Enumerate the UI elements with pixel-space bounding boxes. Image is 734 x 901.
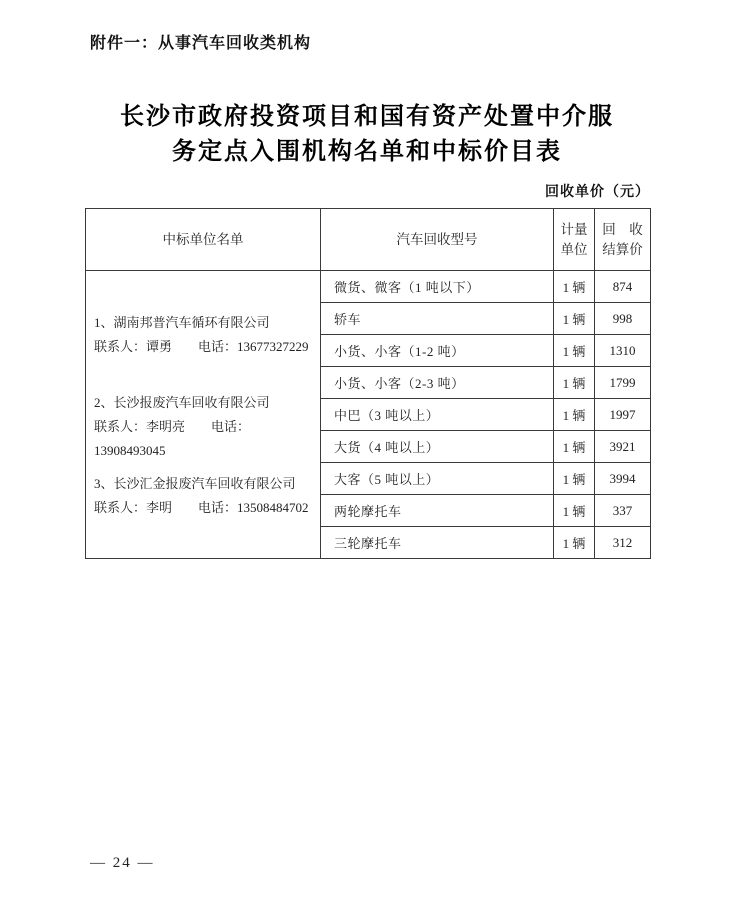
settlement-price: 1799 xyxy=(595,367,651,399)
document-title-line1: 长沙市政府投资项目和国有资产处置中介服 xyxy=(120,104,614,130)
vehicle-type: 小货、小客（1-2 吨） xyxy=(321,335,554,367)
settlement-price: 3921 xyxy=(595,431,651,463)
measure-unit: 1 辆 xyxy=(554,271,595,303)
company-name: 2、长沙报废汽车回收有限公司 xyxy=(94,395,270,410)
measure-unit: 1 辆 xyxy=(554,463,595,495)
company-contact: 联系人：李明亮 电话：13908493045 xyxy=(94,419,251,458)
price-table xyxy=(85,208,651,559)
measure-unit: 1 辆 xyxy=(554,399,595,431)
company-name: 3、长沙汇金报废汽车回收有限公司 xyxy=(94,476,296,491)
table-header-row xyxy=(86,209,651,271)
document-title xyxy=(0,100,734,170)
vehicle-type: 大货（4 吨以上） xyxy=(321,431,554,463)
vehicle-type: 小货、小客（2-3 吨） xyxy=(321,367,554,399)
table-row xyxy=(86,271,651,303)
settlement-price: 337 xyxy=(595,495,651,527)
company-block-2 xyxy=(94,391,316,463)
company-block-1 xyxy=(94,311,316,359)
measure-unit: 1 辆 xyxy=(554,495,595,527)
attachment-label: 附件一：从事汽车回收类机构 xyxy=(90,35,312,52)
unit-price-note: 回收单价（元） xyxy=(545,185,650,200)
document-title-line2: 务定点入围机构名单和中标价目表 xyxy=(172,139,562,165)
vehicle-type: 三轮摩托车 xyxy=(321,527,554,559)
settlement-price: 312 xyxy=(595,527,651,559)
page-number: — 24 — xyxy=(90,855,155,871)
vehicle-type: 大客（5 吨以上） xyxy=(321,463,554,495)
company-block-3 xyxy=(94,472,316,520)
header-measure-unit: 计量 单位 xyxy=(554,209,595,271)
measure-unit: 1 辆 xyxy=(554,335,595,367)
company-name: 1、湖南邦普汽车循环有限公司 xyxy=(94,315,270,330)
settlement-price: 1997 xyxy=(595,399,651,431)
company-contact: 联系人：谭勇 电话：13677327229 xyxy=(94,339,309,354)
settlement-price: 874 xyxy=(595,271,651,303)
header-vehicle-type: 汽车回收型号 xyxy=(321,209,554,271)
vehicle-type: 中巴（3 吨以上） xyxy=(321,399,554,431)
header-winning-unit: 中标单位名单 xyxy=(86,209,321,271)
settlement-price: 1310 xyxy=(595,335,651,367)
measure-unit: 1 辆 xyxy=(554,303,595,335)
header-settlement-price: 回 收 结算价 xyxy=(595,209,651,271)
winning-companies-cell xyxy=(86,271,321,559)
measure-unit: 1 辆 xyxy=(554,367,595,399)
vehicle-type: 两轮摩托车 xyxy=(321,495,554,527)
measure-unit: 1 辆 xyxy=(554,431,595,463)
vehicle-type: 轿车 xyxy=(321,303,554,335)
settlement-price: 998 xyxy=(595,303,651,335)
settlement-price: 3994 xyxy=(595,463,651,495)
company-contact: 联系人：李明 电话：13508484702 xyxy=(94,500,309,515)
vehicle-type: 微货、微客（1 吨以下） xyxy=(321,271,554,303)
measure-unit: 1 辆 xyxy=(554,527,595,559)
